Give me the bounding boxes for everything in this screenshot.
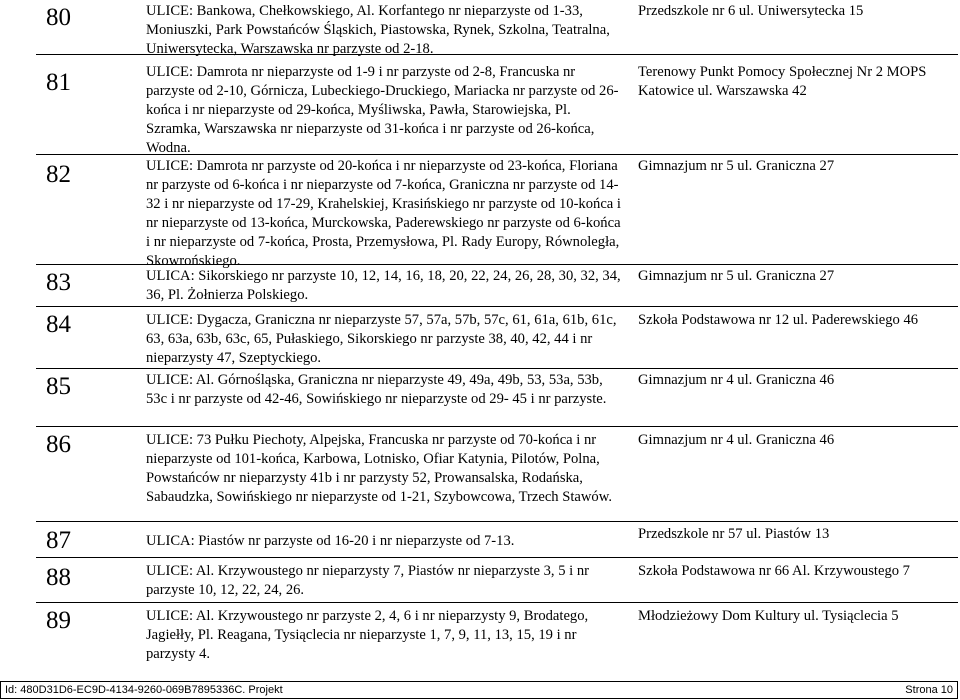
polling-station: Szkoła Podstawowa nr 12 ul. Paderewskiego 46 bbox=[638, 312, 919, 328]
page-number: Strona 10 bbox=[905, 684, 953, 696]
table-row bbox=[36, 0, 958, 55]
polling-station: Gimnazjum nr 5 ul. Graniczna 27 bbox=[638, 158, 835, 174]
district-number: 85 bbox=[46, 373, 71, 400]
polling-station: Przedszkole nr 57 ul. Piastów 13 bbox=[638, 526, 830, 542]
polling-station: Gimnazjum nr 5 ul. Graniczna 27 bbox=[638, 268, 835, 284]
polling-station: Szkoła Podstawowa nr 66 Al. Krzywoustego 7 bbox=[638, 563, 910, 579]
district-number: 80 bbox=[46, 4, 71, 31]
district-number: 81 bbox=[46, 69, 71, 96]
table-row bbox=[36, 155, 958, 269]
table-row bbox=[36, 265, 958, 307]
streets-description: ULICE: Damrota nr parzyste od 20-końca i nr nieparzyste od 23-końca, Floriana nr parzyste od 6-końca i nr nieparzyste od 7-końca, Graniczna nr parzyste od 14-32 i nr nieparzyste od 17-29, Krahelskiej, Krasińskiego nr parzyste od 10-końca i nr nieparzyste od 13-końca, Murckowska, Paderewskiego nr parzyste od 6-końca i nr nieparzyste od 7-końca, Prosta, Przemysłowa, Pl. Rady Europy, Równoległa, Skowrońskiego. bbox=[146, 158, 621, 269]
streets-description: ULICE: Al. Górnośląska, Graniczna nr nieparzyste 49, 49a, 49b, 53, 53a, 53b, 53c i nr parzyste od 42-46, Sowińskiego nr nieparzyste od 29- 45 i nr parzyste. bbox=[146, 372, 607, 407]
polling-station: Gimnazjum nr 4 ul. Graniczna 46 bbox=[638, 372, 835, 388]
streets-description: ULICE: 73 Pułku Piechoty, Alpejska, Francuska nr parzyste od 70-końca i nr nieparzyste od 101-końca, Karbowa, Lotnisko, Ofiar Katynia, Pilotów, Polna, Powstańców nr nieparzysty 41b i nr parzysty 52, Prowansalska, Rodańska, Sabaudzka, Sowińskiego nr nieparzyste od 1-21, Szybowcowa, Trzech Stawów. bbox=[146, 432, 612, 505]
polling-station: Gimnazjum nr 4 ul. Graniczna 46 bbox=[638, 432, 835, 448]
table-row bbox=[36, 558, 958, 603]
table-row bbox=[36, 55, 958, 155]
table-row bbox=[36, 522, 958, 558]
streets-description: ULICE: Damrota nr nieparzyste od 1-9 i nr parzyste od 2-8, Francuska nr parzyste od 2-10, Górnicza, Lubeckiego-Druckiego, Mariacka nr parzyste od 26-końca i nr nieparzyste od 29-końca, Myśliwska, Pawła, Starowiejska, Pl. Szramka, Warszawska nr nieparzyste od 31-końca i nr parzyste od 26-końca, Wodna. bbox=[146, 64, 619, 156]
district-number: 86 bbox=[46, 431, 71, 458]
streets-description: ULICE: Dygacza, Graniczna nr nieparzyste 57, 57a, 57b, 57c, 61, 61a, 61b, 61c, 63, 63a, 63b, 63c, 65, Pułaskiego, Sikorskiego nr parzyste 38, 40, 42, 44 i nr nieparzysty 47, Szeptyckiego. bbox=[146, 312, 617, 366]
streets-description: ULICE: Bankowa, Chełkowskiego, Al. Korfantego nr nieparzyste od 1-33, Moniuszki, Park Powstańców Śląskich, Piastowska, Rynek, Szkolna, Teatralna, Uniwersytecka, Warszawska nr parzyste od 2-18. bbox=[146, 3, 610, 57]
district-number: 83 bbox=[46, 269, 71, 296]
polling-station: Terenowy Punkt Pomocy Społecznej Nr 2 MOPS Katowice ul. Warszawska 42 bbox=[638, 64, 927, 99]
polling-station: Przedszkole nr 6 ul. Uniwersytecka 15 bbox=[638, 3, 864, 19]
district-number: 82 bbox=[46, 161, 71, 188]
table-row bbox=[36, 427, 958, 522]
district-number: 88 bbox=[46, 564, 71, 591]
district-number: 89 bbox=[46, 607, 71, 634]
table-row bbox=[36, 369, 958, 427]
page-footer bbox=[0, 681, 958, 699]
district-number: 84 bbox=[46, 311, 71, 338]
polling-station: Młodzieżowy Dom Kultury ul. Tysiąclecia 5 bbox=[638, 608, 899, 624]
streets-description: ULICE: Al. Krzywoustego nr nieparzysty 7, Piastów nr nieparzyste 3, 5 i nr parzyste 10, 12, 22, 24, 26. bbox=[146, 563, 589, 598]
streets-description: ULICE: Al. Krzywoustego nr parzyste 2, 4, 6 i nr nieparzysty 9, Brodatego, Jagiełły, Pl. Reagana, Tysiąclecia nr nieparzyste 1, 7, 9, 11, 13, 15, 19 i nr parzysty 4. bbox=[146, 608, 589, 662]
document-id: Id: 480D31D6-EC9D-4134-9260-069B7895336C. Projekt bbox=[5, 684, 283, 696]
streets-description: ULICA: Piastów nr parzyste od 16-20 i nr nieparzyste od 7-13. bbox=[146, 533, 515, 549]
table-row bbox=[36, 603, 958, 673]
streets-description: ULICA: Sikorskiego nr parzyste 10, 12, 14, 16, 18, 20, 22, 24, 26, 28, 30, 32, 34, 36, Pl. Żołnierza Polskiego. bbox=[146, 268, 621, 303]
district-number: 87 bbox=[46, 527, 71, 554]
table-row bbox=[36, 307, 958, 369]
